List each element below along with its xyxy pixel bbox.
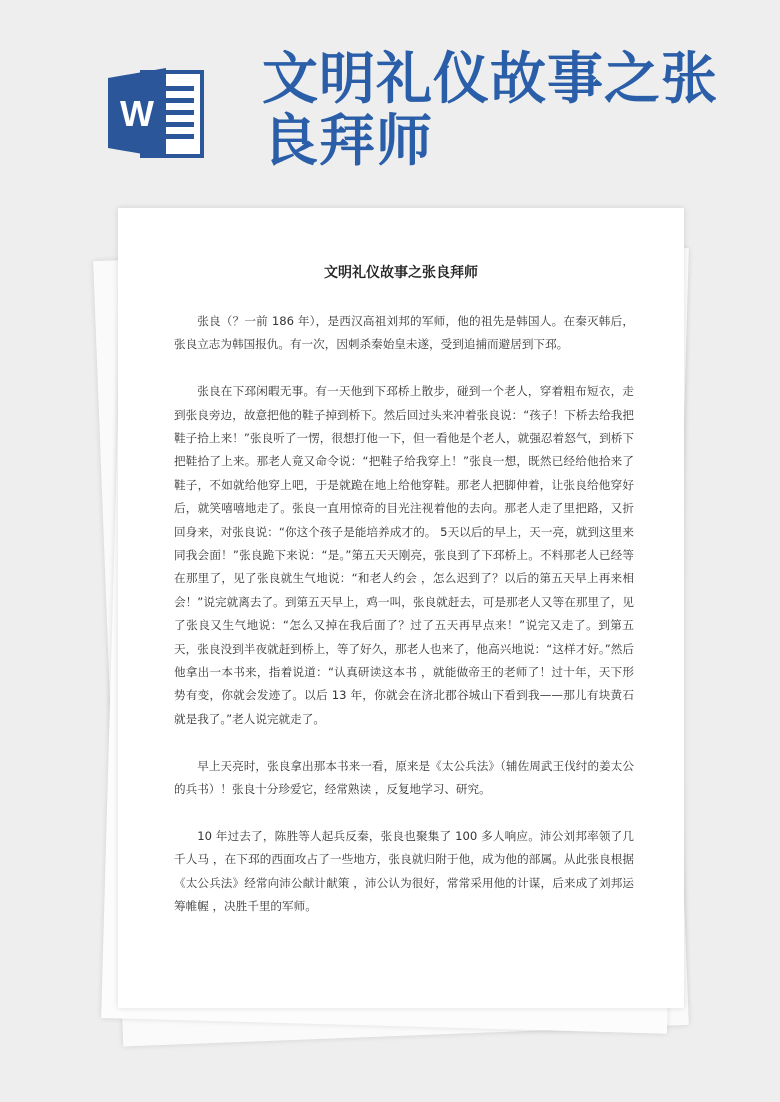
document-title: 文明礼仪故事之张良拜师 [324,265,478,281]
page-title: 文明礼仪故事之张良拜师 [262,46,718,174]
paragraph-1: 张良（？一前 186 年），是西汉高祖刘邦的军师，他的祖先是韩国人。在秦灭韩后，张良立志为韩国报仇。有一次，因刺杀秦始皇未遂，受到追捕而避居到下邳。 [174,314,634,352]
paragraph-4: 10 年过去了，陈胜等人起兵反秦，张良也聚集了 100 多人响应。沛公刘邦率领了几千人马 ，在下邳的西面攻占了一些地方，张良就归附于他，成为他的部属。从此张良根据《太公兵法》经常向沛公献计献策 ，沛公认为很好，常常采用他的计谋，后来成了刘邦运筹帷幄 ，决胜千里的军师。 [174,828,634,914]
paragraph-3: 早上天亮时，张良拿出那本书来一看，原来是《太公兵法》（辅佐周武王伐纣的姜太公的兵书）！张良十分珍爱它，经常熟读 ，反复地学习、研究。 [174,758,634,797]
svg-text:W: W [120,93,154,134]
document-body [174,310,634,942]
page-header [0,0,780,200]
document-page [118,208,684,1008]
word-document-icon [108,66,204,160]
paragraph-2: 张良在下邳闲暇无事。有一天他到下邳桥上散步，碰到一个老人，穿着粗布短衣，走到张良旁边，故意把他的鞋子掉到桥下。然后回过头来冲着张良说：“孩子！下桥去给我把鞋子拾上来！”张良听了一愣，很想打他一下，但一看他是个老人，就强忍着怒气，到桥下把鞋拾了上来。那老人竟又命令说：“把鞋子给我穿上！”张良一想，既然已经给他拾来了鞋子，不如就给他穿上吧，于是就跪在地上给他穿鞋。那老人把脚伸着，让张良给他穿好后，就笑嘻嘻地走了。张良一直用惊奇的目光注视着他的去向。那老人走了里把路，又折回身来，对张良说：“你这个孩子是能培养成才的。 5天以后的早上，天一亮，就到这里来同我会面！”张良跪下来说：“是。”第五天天刚亮，张良到了下邳桥上。不料那老人已经等在那里了，见了张良就生气地说：“和老人约会 ，怎么迟到了？以后的第五天早上再来相会！”说完就离去了。到第五天早上，鸡一叫，张良就赶去，可是那老人又等在那里了，见了张良又生气地说：“怎么又掉在我后面了？过了五天再早点来！”说完又走了。到第五天，张良没到半夜就赶到桥上，等了好久，那老人也来了，他高兴地说：“这样才好。”然后他拿出一本书来，指着说道：“认真研读这本书 ，就能做帝王的老师了！过十年，天下形势有变，你就会发迹了。以后 13 年，你就会在济北郡谷城山下看到我——那儿有块黄石就是我了。”老人说完就走了。 [174,384,634,726]
